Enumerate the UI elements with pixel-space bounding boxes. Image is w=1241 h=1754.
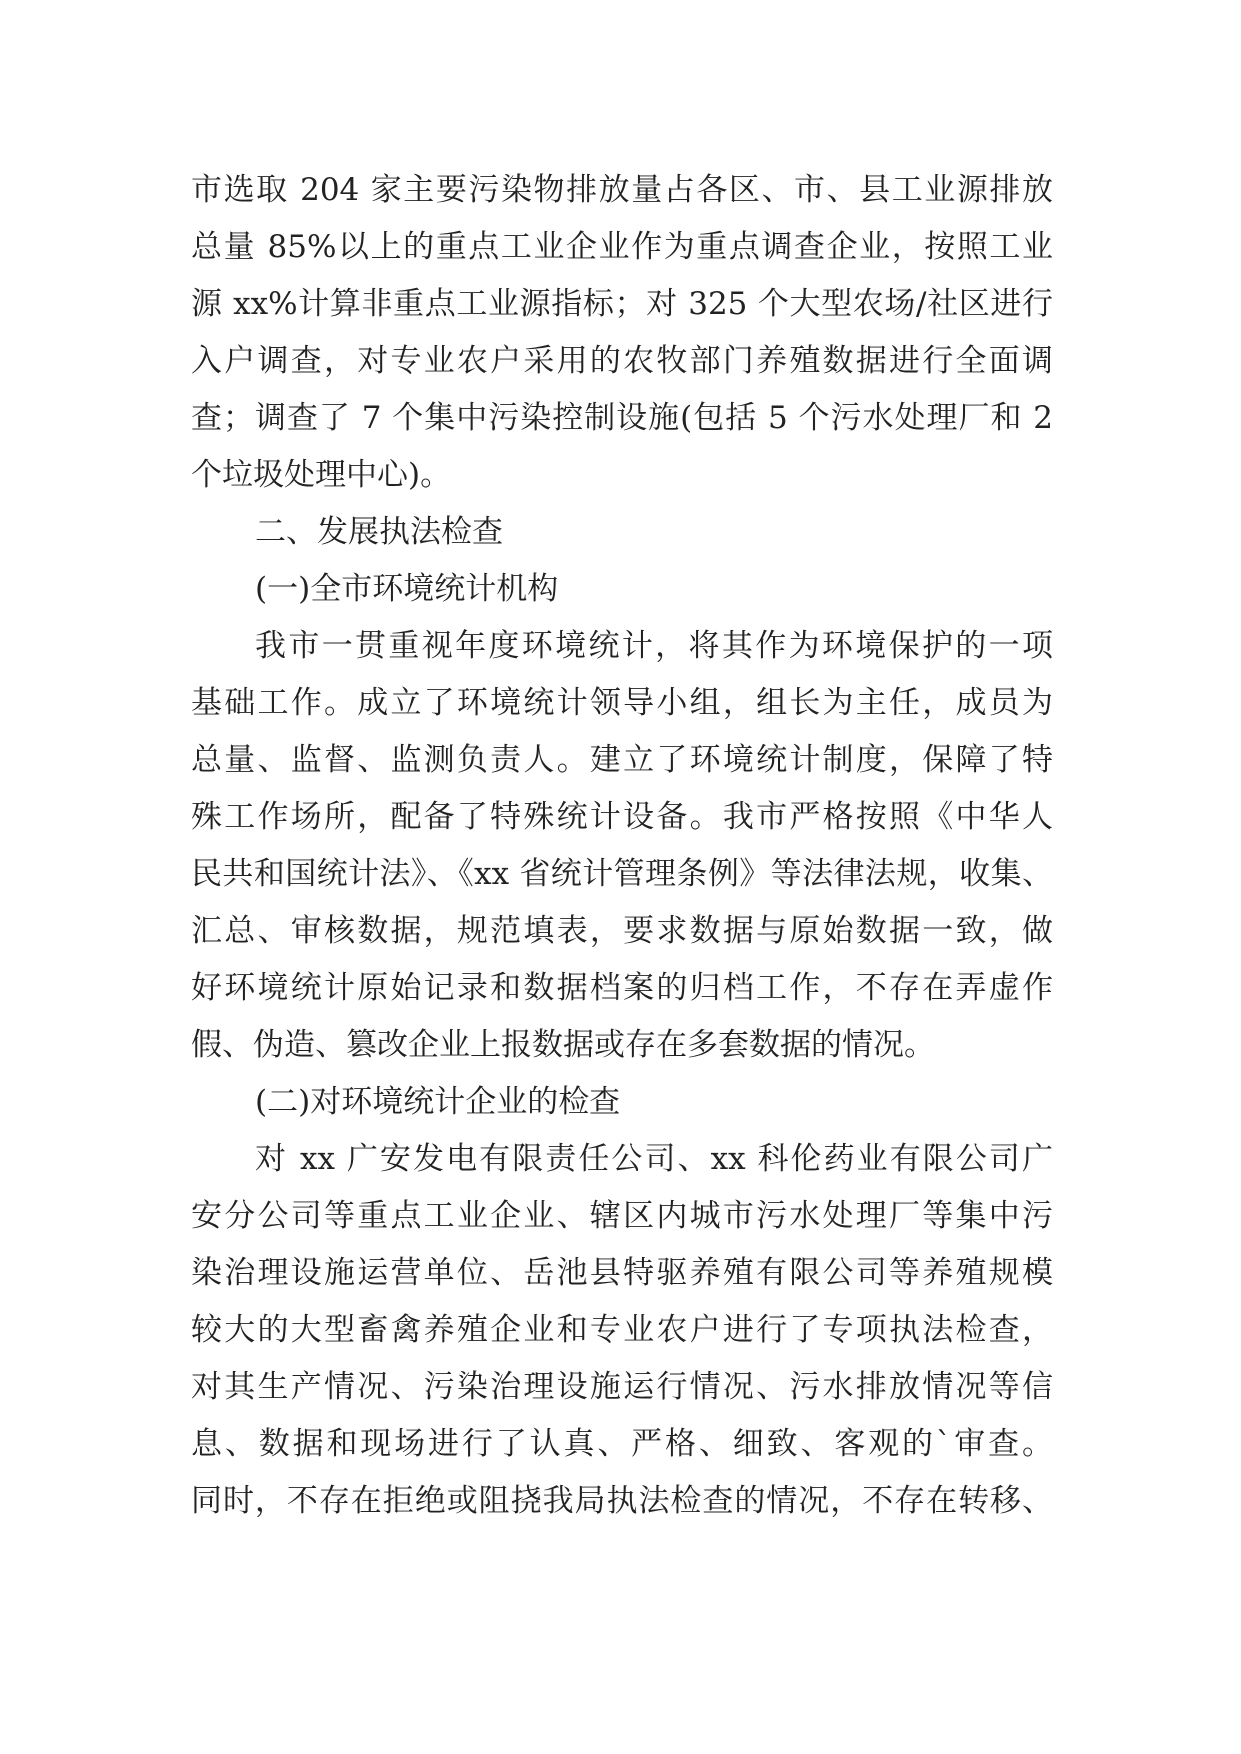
- text-line: (二)对环境统计企业的检查: [255, 1084, 621, 1120]
- text-line: 息、数据和现场进行了认真、严格、细致、客观的`审查。: [191, 1426, 1053, 1462]
- text-line: 查；调查了 7 个集中污染控制设施(包括 5 个污水处理厂和 2: [191, 400, 1053, 436]
- text-line: 好环境统计原始记录和数据档案的归档工作，不存在弄虚作: [191, 970, 1053, 1006]
- text-line: (一)全市环境统计机构: [255, 571, 559, 607]
- text-line: 总量、监督、监测负责人。建立了环境统计制度，保障了特: [191, 742, 1053, 778]
- text-line: 同时，不存在拒绝或阻挠我局执法检查的情况，不存在转移、: [191, 1483, 1053, 1519]
- text-line: 个垃圾处理中心)。: [191, 457, 452, 493]
- text-line: 我市一贯重视年度环境统计，将其作为环境保护的一项: [255, 628, 1053, 664]
- text-line: 基础工作。成立了环境统计领导小组，组长为主任，成员为: [191, 685, 1053, 721]
- text-line: 总量 85%以上的重点工业企业作为重点调查企业，按照工业: [191, 229, 1053, 265]
- text-line: 假、伪造、篡改企业上报数据或存在多套数据的情况。: [191, 1027, 935, 1063]
- text-line: 市选取 204 家主要污染物排放量占各区、市、县工业源排放: [191, 172, 1053, 208]
- text-line: 安分公司等重点工业企业、辖区内城市污水处理厂等集中污: [191, 1198, 1053, 1234]
- text-line: 源 xx%计算非重点工业源指标；对 325 个大型农场/社区进行: [191, 286, 1053, 322]
- document-body: [191, 162, 1053, 1530]
- text-line: 汇总、审核数据，规范填表，要求数据与原始数据一致，做: [191, 913, 1053, 949]
- text-line: 染治理设施运营单位、岳池县特驱养殖有限公司等养殖规模: [191, 1255, 1053, 1291]
- text-line: 对 xx 广安发电有限责任公司、xx 科伦药业有限公司广: [255, 1141, 1053, 1177]
- text-line: 入户调查，对专业农户采用的农牧部门养殖数据进行全面调: [191, 343, 1053, 379]
- text-line: 较大的大型畜禽养殖企业和专业农户进行了专项执法检查，: [191, 1312, 1053, 1348]
- text-line: 民共和国统计法》、《xx 省统计管理条例》等法律法规，收集、: [191, 856, 1053, 892]
- text-line: 对其生产情况、污染治理设施运行情况、污水排放情况等信: [191, 1369, 1053, 1405]
- text-line: 殊工作场所，配备了特殊统计设备。我市严格按照《中华人: [191, 799, 1053, 835]
- text-line: 二、发展执法检查: [255, 514, 503, 550]
